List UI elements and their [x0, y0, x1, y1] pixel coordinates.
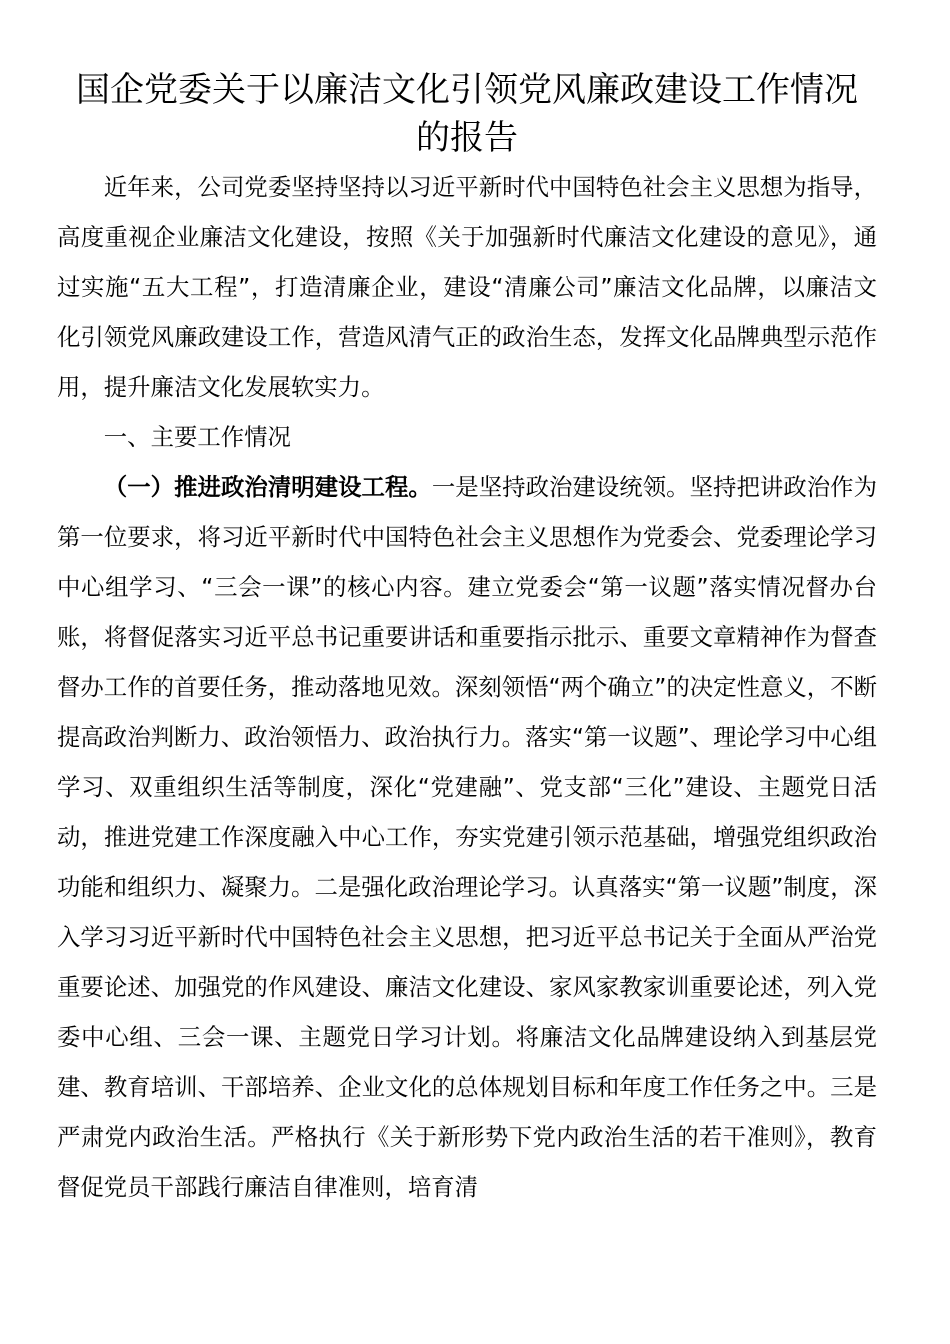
subsection-lead: （一）推进政治清明建设工程。	[103, 473, 432, 501]
document-page	[57, 66, 877, 1212]
title-line-1: 国企党委关于以廉洁文化引领党风廉政建设工作情况	[76, 70, 858, 110]
title-line-2: 的报告	[416, 118, 518, 158]
section-heading: 一、主要工作情况	[103, 423, 291, 451]
subsection-paragraph	[57, 462, 877, 1212]
intro-paragraph: 近年来，公司党委坚持坚持以习近平新时代中国特色社会主义思想为指导，高度重视企业廉洁文化建设，按照《关于加强新时代廉洁文化建设的意见》，通过实施“五大工程”，打造清廉企业，建设“清廉公司”廉洁文化品牌，以廉洁文化引领党风廉政建设工作，营造风清气正的政治生态，发挥文化品牌典型示范作用，提升廉洁文化发展软实力。	[57, 173, 877, 401]
subsection-body: 一是坚持政治建设统领。坚持把讲政治作为第一位要求，将习近平新时代中国特色社会主义思想作为党委会、党委理论学习中心组学习、“三会一课”的核心内容。建立党委会“第一议题”落实情况督办台账，将督促落实习近平总书记重要讲话和重要指示批示、重要文章精神作为督查督办工作的首要任务，推动落地见效。深刻领悟“两个确立”的决定性意义，不断提高政治判断力、政治领悟力、政治执行力。落实“第一议题”、理论学习中心组学习、双重组织生活等制度，深化“党建融”、党支部“三化”建设、主题党日活动，推进党建工作深度融入中心工作，夯实党建引领示范基础，增强党组织政治功能和组织力、凝聚力。二是强化政治理论学习。认真落实“第一议题”制度，深入学习习近平新时代中国特色社会主义思想，把习近平总书记关于全面从严治党重要论述、加强党的作风建设、廉洁文化建设、家风家教家训重要论述，列入党委中心组、三会一课、主题党日学习计划。将廉洁文化品牌建设纳入到基层党建、教育培训、干部培养、企业文化的总体规划目标和年度工作任务之中。三是严肃党内政治生活。严格执行《关于新形势下党内政治生活的若干准则》，教育督促党员干部践行廉洁自律准则，培育清	[57, 473, 878, 1201]
document-title	[57, 66, 877, 162]
